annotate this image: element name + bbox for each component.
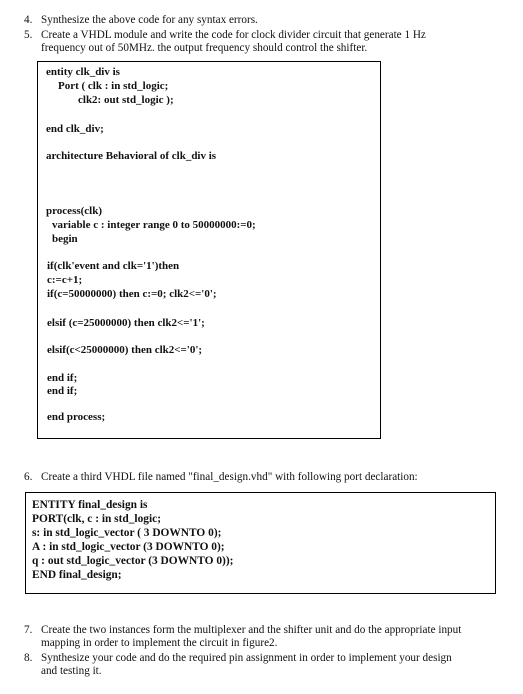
code-line: clk2: out std_logic ); (78, 94, 174, 106)
code-line: if(clk'event and clk='1')then (47, 260, 180, 272)
item-text-line-2: mapping in order to implement the circuit in figure2. (41, 637, 278, 649)
item-text-line-1: Create a VHDL module and write the code for clock divider circuit that generate 1 Hz (41, 29, 426, 41)
item-text-line-1: Synthesize your code and do the required pin assignment in order to implement your design (41, 652, 452, 664)
code-line: ENTITY final_design is (32, 499, 148, 511)
item-text-line-1: Create the two instances form the multiplexer and the shifter unit and do the appropriate input (41, 624, 462, 636)
code-line: variable c : integer range 0 to 50000000:=0; (52, 219, 256, 231)
code-line: end if; (47, 372, 78, 384)
item-number: 5. (24, 29, 33, 41)
code-line: if(c=50000000) then c:=0; clk2<='0'; (47, 288, 217, 300)
instruction-item-4 (24, 14, 504, 27)
code-line: elsif (c=25000000) then clk2<='1'; (47, 317, 205, 329)
instruction-item-6 (24, 471, 504, 484)
instruction-item-7 (24, 624, 504, 650)
code-line: begin (52, 233, 78, 245)
item-text: Synthesize the above code for any syntax errors. (41, 14, 258, 26)
code-line: entity clk_div is (46, 66, 120, 78)
item-number: 6. (24, 471, 33, 483)
item-text: Create a third VHDL file named "final_design.vhd" with following port declaration: (41, 471, 418, 483)
code-line: end process; (47, 411, 106, 423)
item-text-line-2: and testing it. (41, 665, 102, 677)
code-line: Port ( clk : in std_logic; (58, 80, 169, 92)
code-line: s: in std_logic_vector ( 3 DOWNTO 0); (32, 527, 222, 539)
code-line: end if; (47, 385, 78, 397)
code-line: A : in std_logic_vector (3 DOWNTO 0); (32, 541, 225, 553)
item-number: 8. (24, 652, 33, 664)
code-line: process(clk) (46, 205, 103, 217)
final-design-code-box (25, 492, 496, 594)
instruction-item-8 (24, 652, 504, 678)
code-line: END final_design; (32, 569, 122, 581)
code-line: c:=c+1; (47, 274, 83, 286)
code-line: end clk_div; (46, 123, 104, 135)
item-number: 7. (24, 624, 33, 636)
item-text-line-2: frequency out of 50MHz. the output frequency should control the shifter. (41, 42, 368, 54)
code-line: PORT(clk, c : in std_logic; (32, 513, 162, 525)
instruction-item-5 (24, 29, 504, 55)
item-number: 4. (24, 14, 33, 26)
code-line: q : out std_logic_vector (3 DOWNTO 0)); (32, 555, 234, 567)
clk-div-code-box (37, 61, 381, 439)
code-line: elsif(c<25000000) then clk2<='0'; (47, 344, 203, 356)
code-line: architecture Behavioral of clk_div is (46, 150, 217, 162)
